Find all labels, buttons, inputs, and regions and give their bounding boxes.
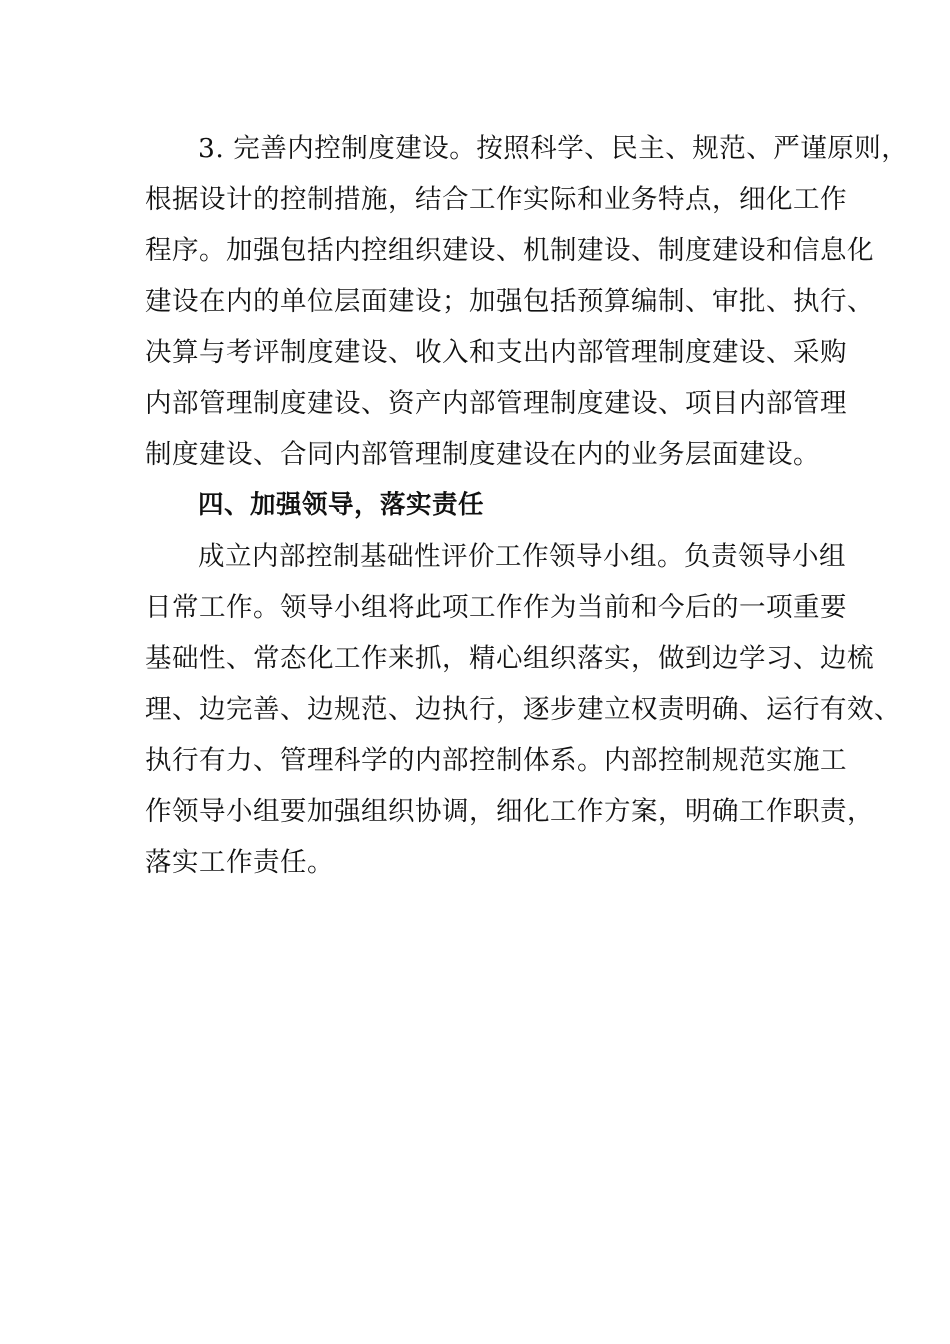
text-line: 执行有力、管理科学的内部控制体系。内部控制规范实施工 [145,745,847,776]
text-line: 内部管理制度建设、资产内部管理制度建设、项目内部管理 [145,388,847,419]
text-line: 基础性、常态化工作来抓，精心组织落实，做到边学习、边梳 [145,643,874,674]
text-line: 成立内部控制基础性评价工作领导小组。负责领导小组 [198,541,846,572]
paragraph-leadership [145,531,901,888]
text-line: 建设在内的单位层面建设；加强包括预算编制、审批、执行、 [145,286,874,317]
text-line: 作领导小组要加强组织协调，细化工作方案，明确工作职责， [145,796,874,827]
text-line: 制度建设、合同内部管理制度建设在内的业务层面建设。 [145,439,820,470]
text-line: 根据设计的控制措施，结合工作实际和业务特点，细化工作 [145,184,847,215]
text-line: 理、边完善、边规范、边执行，逐步建立权责明确、运行有效、 [145,694,901,725]
document-body [145,123,909,888]
text-line: 日常工作。领导小组将此项工作作为当前和今后的一项重要 [145,592,847,623]
text-line: 程序。加强包括内控组织建设、机制建设、制度建设和信息化 [145,235,874,266]
paragraph-internal-control-system [145,123,909,480]
text-line: 3. 完善内控制度建设。按照科学、民主、规范、严谨原则， [198,133,909,164]
section-heading: 四、加强领导，落实责任 [198,490,485,520]
text-line: 落实工作责任。 [145,847,334,878]
text-line: 决算与考评制度建设、收入和支出内部管理制度建设、采购 [145,337,847,368]
